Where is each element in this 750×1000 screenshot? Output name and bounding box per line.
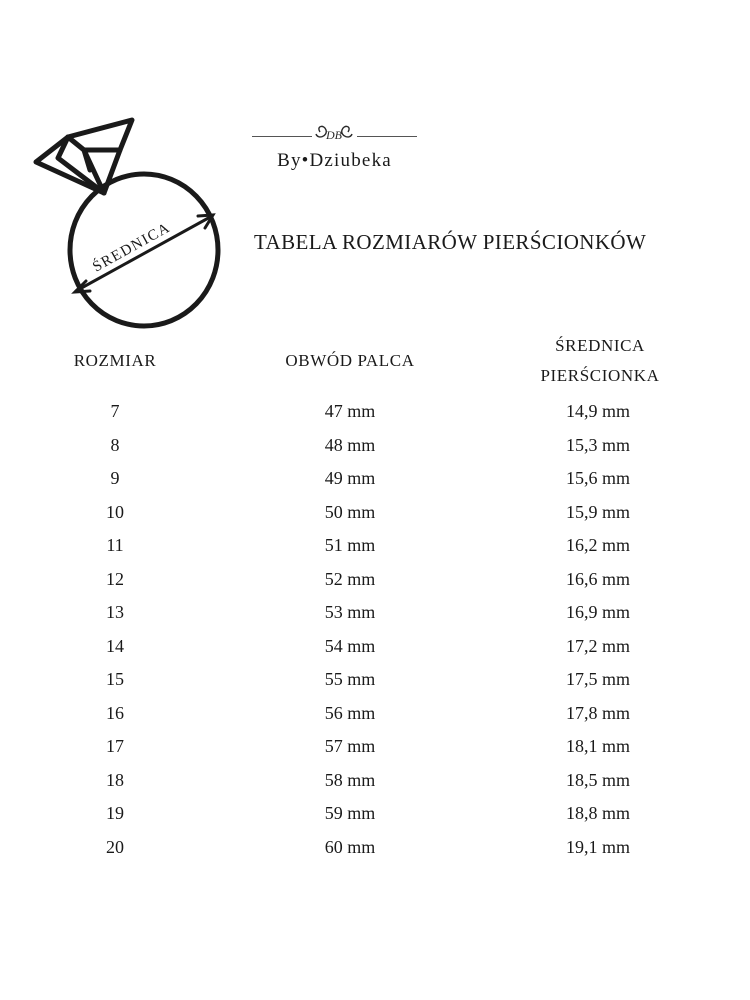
cell-size: 20 [106,836,124,857]
cell-circumference: 54 mm [324,635,376,656]
table-row [0,800,750,834]
cell-size: 18 [106,769,124,790]
diamond-icon [36,120,132,193]
cell-size: 11 [106,535,124,555]
cell-diameter: 16,2 mm [565,535,630,555]
cell-diameter: 18,8 mm [565,803,630,823]
table-row [0,532,750,566]
column-header-size: ROZMIAR [73,351,157,370]
monogram-text: DB [326,128,342,142]
table-row [0,432,750,466]
column-header-diameter-line1: ŚREDNICA [555,336,645,355]
cell-size: 7 [110,401,120,421]
cell-size: 19 [106,803,124,823]
cell-size: 13 [106,602,124,622]
cell-diameter: 18,5 mm [565,769,630,790]
cell-circumference: 60 mm [324,836,376,857]
cell-circumference: 52 mm [324,568,376,589]
cell-diameter: 17,5 mm [565,669,630,689]
cell-size: 8 [110,434,120,455]
cell-circumference: 51 mm [324,535,376,555]
cell-diameter: 16,6 mm [565,568,630,589]
table-row [0,499,750,533]
ring-band [70,174,218,326]
cell-circumference: 59 mm [324,803,376,823]
diameter-arrow [75,215,213,292]
cell-size: 9 [110,468,120,488]
column-header-diameter [500,331,700,391]
cell-circumference: 50 mm [324,501,376,522]
cell-circumference: 57 mm [324,736,376,756]
table-row [0,666,750,700]
cell-circumference: 48 mm [324,434,376,455]
table-row [0,599,750,633]
monogram-icon [314,122,354,150]
cell-circumference: 47 mm [324,401,376,421]
cell-diameter: 16,9 mm [565,602,630,622]
cell-circumference: 53 mm [324,602,376,622]
brand-name: By•Dziubeka [277,150,392,171]
cell-size: 10 [106,501,124,522]
size-table [0,398,750,867]
cell-diameter: 14,9 mm [565,401,630,421]
cell-circumference: 49 mm [324,468,376,488]
cell-diameter: 17,2 mm [565,635,630,656]
table-row [0,465,750,499]
cell-size: 12 [106,568,124,589]
cell-size: 15 [106,669,124,689]
column-header-diameter-line2: PIERŚCIONKA [540,366,660,385]
cell-size: 16 [106,702,124,723]
brand-rule-right [357,136,417,137]
table-row [0,767,750,801]
cell-diameter: 15,3 mm [565,434,630,455]
cell-diameter: 19,1 mm [565,836,630,857]
cell-size: 14 [106,635,124,656]
table-row [0,566,750,600]
cell-circumference: 56 mm [324,702,376,723]
ring-illustration [28,110,228,340]
page-title: TABELA ROZMIARÓW PIERŚCIONKÓW [254,230,647,254]
brand-rule-left [252,136,312,137]
cell-diameter: 17,8 mm [565,702,630,723]
cell-circumference: 55 mm [324,669,376,689]
diameter-label: ŚREDNICA [90,219,174,276]
table-row [0,398,750,432]
cell-size: 17 [106,736,124,756]
cell-diameter: 18,1 mm [565,736,630,756]
table-row [0,633,750,667]
cell-diameter: 15,9 mm [565,501,630,522]
table-row [0,834,750,868]
table-row [0,700,750,734]
table-row [0,733,750,767]
brand-logo [252,120,417,180]
cell-diameter: 15,6 mm [565,468,630,488]
cell-circumference: 58 mm [324,769,376,790]
column-header-circumference: OBWÓD PALCA [285,351,415,370]
